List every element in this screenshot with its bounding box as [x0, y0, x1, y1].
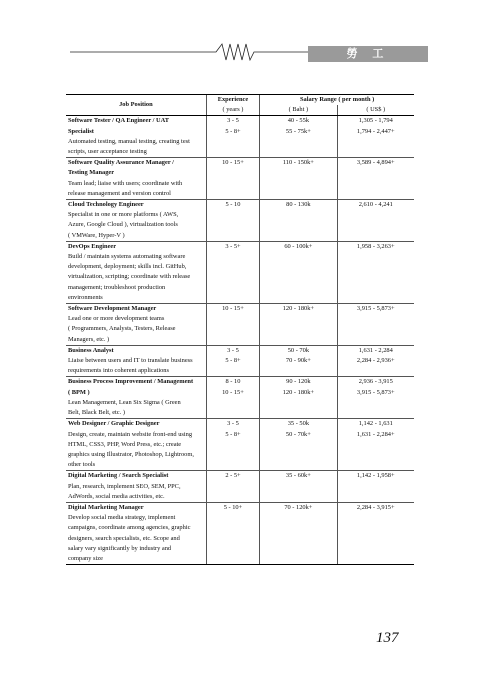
usd-cell: 3,589 - 4,894+ — [337, 158, 414, 169]
usd-cell — [337, 179, 414, 189]
job-cell: ( BPM ) — [68, 388, 90, 396]
experience-cell: 10 - 15+ — [206, 158, 259, 169]
job-cell: Cloud Technology Engineer — [66, 200, 206, 211]
table-row — [66, 189, 414, 200]
usd-cell — [337, 210, 414, 220]
job-cell: Software Quality Assurance Manager / — [66, 158, 206, 169]
usd-cell — [337, 534, 414, 544]
experience-cell — [206, 262, 259, 272]
usd-cell: 2,610 - 4,241 — [337, 200, 414, 211]
table-row — [66, 335, 414, 346]
table-row — [66, 220, 414, 230]
experience-cell: 10 - 15+ — [206, 388, 259, 398]
usd-cell — [337, 523, 414, 533]
experience-cell: 3 - 5 — [206, 345, 259, 356]
job-cell: management; troubleshoot production — [68, 283, 166, 291]
job-cell: graphics using Illustrator, Photoshop, Lightroom, — [68, 450, 194, 458]
baht-cell — [260, 460, 337, 471]
table-row — [66, 158, 414, 169]
baht-cell — [260, 231, 337, 242]
job-cell: Belt, Black Belt, etc. ) — [68, 409, 125, 417]
experience-cell — [206, 252, 259, 262]
job-cell: ( VMWare, Hyper-V ) — [68, 231, 125, 239]
baht-cell — [260, 189, 337, 200]
salary-table — [66, 94, 414, 565]
experience-cell: 3 - 5 — [206, 419, 259, 430]
experience-cell — [206, 554, 259, 565]
baht-cell: 50 - 70k — [260, 345, 337, 356]
baht-cell — [260, 408, 337, 419]
usd-cell — [337, 220, 414, 230]
experience-cell — [206, 314, 259, 324]
baht-cell: 70 - 90k+ — [260, 356, 337, 366]
header-experience-unit: ( years ) — [206, 105, 259, 116]
table-row — [66, 179, 414, 189]
table-row — [66, 283, 414, 293]
job-cell: Design, create, maintain website front-end using — [68, 430, 193, 438]
table-row — [66, 210, 414, 220]
baht-cell: 80 - 130k — [260, 200, 337, 211]
table-row — [66, 523, 414, 533]
baht-cell: 55 - 75k+ — [260, 127, 337, 137]
experience-cell — [206, 324, 259, 334]
experience-cell — [206, 283, 259, 293]
baht-cell — [260, 482, 337, 492]
usd-cell — [337, 168, 414, 178]
job-cell: Lean Management, Lean Six Sigma ( Green — [68, 398, 181, 406]
header-usd: ( US$ ) — [337, 105, 414, 116]
experience-cell — [206, 293, 259, 304]
job-cell: development, deployment; skills incl. GitHub, — [68, 263, 187, 271]
baht-cell — [260, 335, 337, 346]
job-cell: company size — [66, 554, 206, 565]
experience-cell: 3 - 5 — [206, 116, 259, 127]
job-cell: release management and version control — [68, 189, 171, 197]
usd-cell — [337, 366, 414, 377]
table-row — [66, 241, 414, 252]
table-row — [66, 450, 414, 460]
table-row — [66, 366, 414, 377]
job-cell: Azure, Google Cloud ), virtualization tools — [68, 221, 178, 229]
baht-cell — [260, 534, 337, 544]
experience-cell — [206, 179, 259, 189]
table-row — [66, 345, 414, 356]
baht-cell: 50 - 70k+ — [260, 430, 337, 440]
usd-cell — [337, 272, 414, 282]
usd-cell — [337, 189, 414, 200]
baht-cell: 60 - 100k+ — [260, 241, 337, 252]
usd-cell: 3,915 - 5,873+ — [337, 304, 414, 315]
baht-cell — [260, 440, 337, 450]
experience-cell: 8 - 10 — [206, 377, 259, 388]
baht-cell — [260, 252, 337, 262]
table-row — [66, 430, 414, 440]
baht-cell — [260, 398, 337, 408]
table-row — [66, 168, 414, 178]
baht-cell: 110 - 150k+ — [260, 158, 337, 169]
experience-cell — [206, 168, 259, 178]
usd-cell — [337, 262, 414, 272]
experience-cell — [206, 544, 259, 554]
usd-cell: 1,305 - 1,794 — [337, 116, 414, 127]
table-row — [66, 398, 414, 408]
baht-cell — [260, 272, 337, 282]
experience-cell — [206, 147, 259, 158]
table-row — [66, 293, 414, 304]
usd-cell — [337, 335, 414, 346]
table-row — [66, 127, 414, 137]
baht-cell — [260, 137, 337, 147]
table-row — [66, 388, 414, 398]
job-cell: other tools — [68, 461, 96, 469]
usd-cell: 3,915 - 5,873+ — [337, 388, 414, 398]
usd-cell — [337, 513, 414, 523]
experience-cell — [206, 408, 259, 419]
table-row — [66, 377, 414, 388]
experience-cell — [206, 220, 259, 230]
baht-cell — [260, 147, 337, 158]
experience-cell — [206, 523, 259, 533]
table-row — [66, 314, 414, 324]
experience-cell — [206, 335, 259, 346]
table-row — [66, 554, 414, 565]
job-cell: Liaise between users and IT to translate business — [68, 357, 193, 365]
table-row — [66, 231, 414, 242]
table-row — [66, 356, 414, 366]
experience-cell — [206, 460, 259, 471]
job-cell: Build / maintain systems automating software — [68, 253, 186, 261]
table-row — [66, 262, 414, 272]
usd-cell — [337, 460, 414, 471]
usd-cell: 2,936 - 3,915 — [337, 377, 414, 388]
experience-cell — [206, 231, 259, 242]
baht-cell — [260, 262, 337, 272]
job-cell: Software Development Manager — [66, 304, 206, 315]
baht-cell — [260, 220, 337, 230]
baht-cell: 120 - 180k+ — [260, 388, 337, 398]
job-cell: Software Tester / QA Engineer / UAT — [66, 116, 206, 127]
baht-cell — [260, 168, 337, 178]
usd-cell — [337, 440, 414, 450]
experience-cell: 3 - 5+ — [206, 241, 259, 252]
job-cell: campaigns, coordinate among agencies, graphic — [68, 524, 191, 532]
experience-cell — [206, 534, 259, 544]
job-cell: salary vary significantly by industry and — [68, 544, 172, 552]
table-row — [66, 272, 414, 282]
experience-cell — [206, 366, 259, 377]
job-cell: Specialist in one or more platforms ( AWS, — [68, 211, 179, 219]
job-cell: designers, search specialists, etc. Scope and — [68, 534, 180, 542]
header-job-position: Job Position — [66, 95, 206, 116]
baht-cell: 120 - 180k+ — [260, 304, 337, 315]
experience-cell: 5 - 10+ — [206, 502, 259, 513]
job-cell: Web Designer / Graphic Designer — [66, 419, 206, 430]
table-row — [66, 324, 414, 334]
job-cell: Digital Marketing Manager — [66, 502, 206, 513]
table-row — [66, 492, 414, 503]
usd-cell: 1,958 - 3,263+ — [337, 241, 414, 252]
experience-cell — [206, 210, 259, 220]
table-row — [66, 440, 414, 450]
job-cell: Develop social media strategy, implement — [68, 514, 176, 522]
job-cell: scripts, user acceptance testing — [68, 148, 147, 156]
usd-cell — [337, 252, 414, 262]
page-header — [0, 40, 480, 64]
job-cell: Testing Manager — [68, 169, 115, 177]
baht-cell: 40 - 55k — [260, 116, 337, 127]
table-row — [66, 502, 414, 513]
job-cell: AdWords, social media activities, etc. — [68, 492, 165, 500]
job-cell: HTML, CSS3, PHP, Word Press, etc.; create — [68, 440, 182, 448]
job-cell: Plan, research, implement SEO, SEM, PPC, — [68, 482, 181, 490]
table-row — [66, 137, 414, 147]
baht-cell: 35 - 50k — [260, 419, 337, 430]
job-cell: Specialist — [68, 127, 94, 135]
usd-cell — [337, 137, 414, 147]
experience-cell: 10 - 15+ — [206, 304, 259, 315]
job-cell: Team lead; liaise with users; coordinate with — [68, 179, 183, 187]
job-cell: Digital Marketing / Search Specialist — [66, 471, 206, 482]
experience-cell: 5 - 10 — [206, 200, 259, 211]
job-cell: Automated testing, manual testing, creating test — [68, 137, 190, 145]
usd-cell — [337, 554, 414, 565]
experience-cell — [206, 450, 259, 460]
job-cell: Managers, etc. ) — [68, 335, 110, 343]
usd-cell — [337, 147, 414, 158]
usd-cell — [337, 231, 414, 242]
job-cell: environments — [68, 293, 103, 301]
baht-cell — [260, 210, 337, 220]
job-cell: Business Process Improvement / Management — [66, 377, 206, 388]
table-row — [66, 252, 414, 262]
experience-cell — [206, 492, 259, 503]
baht-cell — [260, 324, 337, 334]
table-row — [66, 147, 414, 158]
usd-cell: 1,142 - 1,958+ — [337, 471, 414, 482]
job-cell: virtualization, scripting; coordinate with release — [68, 273, 191, 281]
usd-cell: 1,631 - 2,284 — [337, 345, 414, 356]
usd-cell — [337, 398, 414, 408]
job-cell: Lead one or more development teams — [68, 315, 165, 323]
usd-cell: 1,794 - 2,447+ — [337, 127, 414, 137]
usd-cell: 2,284 - 2,936+ — [337, 356, 414, 366]
table-row — [66, 408, 414, 419]
usd-cell: 1,631 - 2,284+ — [337, 430, 414, 440]
job-cell: ( Programmers, Analysts, Testers, Release — [68, 325, 176, 333]
baht-cell — [260, 513, 337, 523]
table-row — [66, 513, 414, 523]
table-row — [66, 482, 414, 492]
baht-cell — [260, 366, 337, 377]
usd-cell: 1,142 - 1,631 — [337, 419, 414, 430]
usd-cell — [337, 492, 414, 503]
table-row — [66, 544, 414, 554]
baht-cell — [260, 544, 337, 554]
table-row — [66, 419, 414, 430]
usd-cell — [337, 293, 414, 304]
section-tag: 勞 工 — [308, 46, 428, 62]
experience-cell — [206, 440, 259, 450]
header-salary-range: Salary Range ( per month ) — [260, 95, 414, 106]
table-row — [66, 460, 414, 471]
usd-cell: 2,284 - 3,915+ — [337, 502, 414, 513]
usd-cell — [337, 450, 414, 460]
baht-cell — [260, 314, 337, 324]
experience-cell — [206, 189, 259, 200]
usd-cell — [337, 482, 414, 492]
experience-cell — [206, 272, 259, 282]
experience-cell: 5 - 8+ — [206, 430, 259, 440]
baht-cell: 70 - 120k+ — [260, 502, 337, 513]
experience-cell — [206, 482, 259, 492]
baht-cell — [260, 283, 337, 293]
experience-cell: 5 - 8+ — [206, 127, 259, 137]
baht-cell — [260, 492, 337, 503]
experience-cell: 2 - 5+ — [206, 471, 259, 482]
table-row — [66, 116, 414, 127]
experience-cell — [206, 137, 259, 147]
usd-cell — [337, 544, 414, 554]
experience-cell — [206, 398, 259, 408]
experience-cell: 5 - 8+ — [206, 356, 259, 366]
page-number: 137 — [376, 630, 399, 646]
job-cell: Business Analyst — [66, 345, 206, 356]
usd-cell — [337, 283, 414, 293]
job-cell: DevOps Engineer — [66, 241, 206, 252]
table-row — [66, 200, 414, 211]
table-row — [66, 471, 414, 482]
baht-cell — [260, 554, 337, 565]
table-row — [66, 534, 414, 544]
baht-cell — [260, 523, 337, 533]
usd-cell — [337, 324, 414, 334]
experience-cell — [206, 513, 259, 523]
header-baht: ( Baht ) — [260, 105, 337, 116]
baht-cell — [260, 179, 337, 189]
baht-cell — [260, 293, 337, 304]
usd-cell — [337, 408, 414, 419]
baht-cell: 90 - 120k — [260, 377, 337, 388]
usd-cell — [337, 314, 414, 324]
baht-cell — [260, 450, 337, 460]
job-cell: requirements into coherent applications — [68, 367, 169, 375]
table-row — [66, 304, 414, 315]
baht-cell: 35 - 60k+ — [260, 471, 337, 482]
header-experience: Experience — [206, 95, 259, 106]
